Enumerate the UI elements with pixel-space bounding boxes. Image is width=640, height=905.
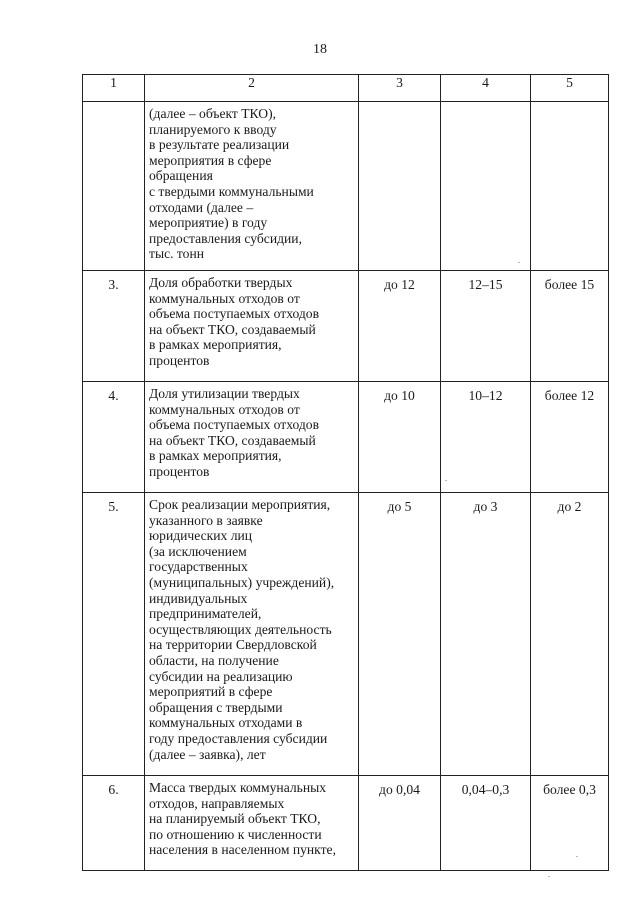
- value-cell-col3: до 0,04: [359, 776, 441, 871]
- criteria-table: [82, 74, 609, 871]
- description-line: на объект ТКО, создаваемый: [149, 432, 316, 448]
- header-cell-5: 5: [531, 75, 609, 102]
- scan-speck: [445, 480, 447, 481]
- scan-speck: [576, 856, 578, 857]
- row-number-cell: 3.: [83, 271, 145, 382]
- description-line: (далее – объект ТКО),: [149, 106, 277, 121]
- value-cell-col5: [531, 102, 609, 271]
- description-line: отходов, направляемых: [149, 795, 285, 811]
- description-line: на объект ТКО, создаваемый: [149, 321, 316, 337]
- description-cell: [145, 776, 359, 871]
- table-row-5: [83, 493, 609, 776]
- description-line: на территории Свердловской: [149, 637, 317, 653]
- row-number-cell: 5.: [83, 493, 145, 776]
- description-line: в результате реализации: [149, 137, 290, 153]
- description-line: мероприятий в сфере: [149, 684, 273, 700]
- description-line: тыс. тонн: [149, 246, 205, 262]
- value-cell-col3: до 12: [359, 271, 441, 382]
- description-line: обращения с твердыми: [149, 699, 283, 715]
- description-line: субсидии на реализацию: [149, 668, 293, 684]
- description-line: мероприятия в сфере: [149, 152, 272, 168]
- description-cell: [145, 102, 359, 271]
- value-cell-col4: до 3: [441, 493, 531, 776]
- description-cell: [145, 271, 359, 382]
- description-line: Доля обработки твердых: [149, 275, 293, 290]
- description-line: Доля утилизации твердых: [149, 386, 300, 401]
- description-line: году предоставления субсидии: [149, 730, 328, 746]
- description-line: объема поступаемых отходов: [149, 417, 320, 433]
- description-line: государственных: [149, 559, 248, 575]
- description-line: (далее – заявка), лет: [149, 746, 266, 762]
- description-line: Срок реализации мероприятия,: [149, 497, 331, 512]
- description-line: предпринимателей,: [149, 606, 262, 622]
- description-line: процентов: [149, 463, 210, 479]
- description-line: в рамках мероприятия,: [149, 337, 282, 353]
- description-line: с твердыми коммунальными: [149, 183, 314, 199]
- value-cell-col5: более 0,3: [531, 776, 609, 871]
- description-line: предоставления субсидии,: [149, 230, 302, 246]
- description-line: указанного в заявке: [149, 512, 263, 528]
- description-line: (муниципальных) учреждений),: [149, 574, 335, 590]
- value-cell-col5: более 12: [531, 382, 609, 493]
- value-cell-col4: [441, 102, 531, 271]
- description-line: отходами (далее –: [149, 199, 254, 215]
- description-line: Масса твердых коммунальных: [149, 780, 327, 795]
- header-cell-1: 1: [83, 75, 145, 102]
- header-cell-4: 4: [441, 75, 531, 102]
- description-line: в рамках мероприятия,: [149, 448, 282, 464]
- row-number-cell: 6.: [83, 776, 145, 871]
- description-line: обращения: [149, 168, 213, 184]
- table-row-6: [83, 776, 609, 871]
- description-line: по отношению к численности: [149, 826, 322, 842]
- header-cell-2: 2: [145, 75, 359, 102]
- description-line: мероприятие) в году: [149, 215, 268, 231]
- description-line: области, на получение: [149, 652, 279, 668]
- description-line: юридических лиц: [149, 528, 253, 544]
- description-line: индивидуальных: [149, 590, 248, 606]
- value-cell-col4: 10–12: [441, 382, 531, 493]
- value-cell-col4: 0,04–0,3: [441, 776, 531, 871]
- description-line: коммунальных отходов от: [149, 401, 300, 417]
- description-line: осуществляющих деятельность: [149, 621, 332, 637]
- row-number-cell: [83, 102, 145, 271]
- row-number-cell: 4.: [83, 382, 145, 493]
- table-row-3: [83, 271, 609, 382]
- description-line: объема поступаемых отходов: [149, 306, 320, 322]
- description-line: коммунальных отходами в: [149, 715, 303, 731]
- description-line: планируемого к вводу: [149, 121, 277, 137]
- description-cell: [145, 382, 359, 493]
- header-cell-3: 3: [359, 75, 441, 102]
- scan-speck: [518, 262, 520, 263]
- value-cell-col3: до 5: [359, 493, 441, 776]
- description-line: процентов: [149, 352, 210, 368]
- value-cell-col5: до 2: [531, 493, 609, 776]
- value-cell-col5: более 15: [531, 271, 609, 382]
- table-header-row: [83, 75, 609, 102]
- description-line: коммунальных отходов от: [149, 290, 300, 306]
- description-line: на планируемый объект ТКО,: [149, 811, 321, 827]
- description-line: (за исключением: [149, 543, 247, 559]
- description-cell: [145, 493, 359, 776]
- table-row-4: [83, 382, 609, 493]
- value-cell-col3: [359, 102, 441, 271]
- table-row-continued: [83, 102, 609, 271]
- description-line: населения в населенном пункте,: [149, 842, 336, 858]
- value-cell-col4: 12–15: [441, 271, 531, 382]
- value-cell-col3: до 10: [359, 382, 441, 493]
- scan-speck: [548, 876, 550, 877]
- page-number: 18: [313, 42, 327, 57]
